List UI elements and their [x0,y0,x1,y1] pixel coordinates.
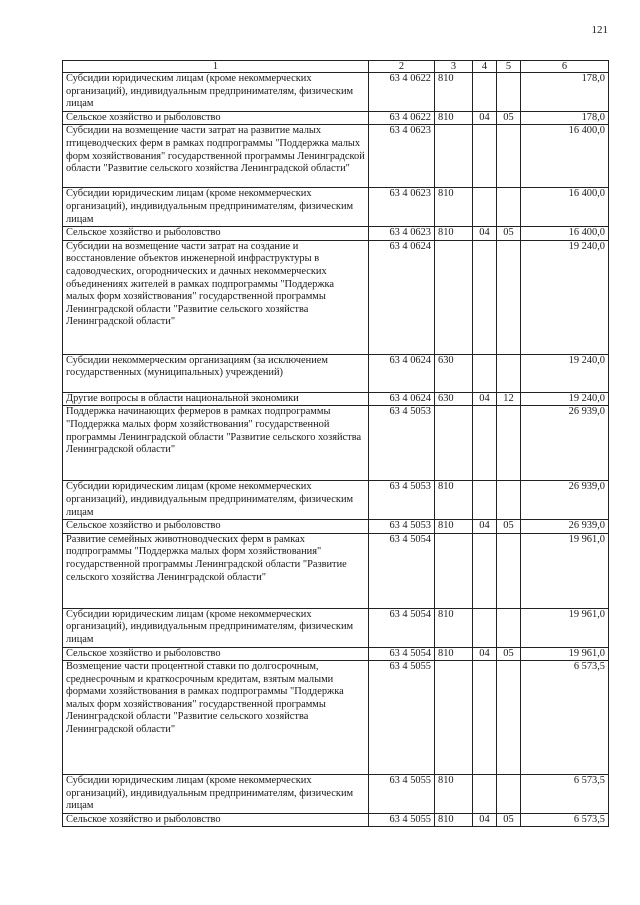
row-name: Субсидии на возмещение части затрат на создание и восстановление объектов инженерной инфраструктуры в садоводческих, огороднических и дачных некоммерческих объединениях жителей в рамках подпрограммы "Поддержка малых форм хозяйствования" государственной программы Ленинградской области "Развитие сельского хозяйства Ленинградской области" [63,240,369,354]
row-code: 63 4 5053 [369,406,435,481]
table-row [63,227,609,241]
col-header-pr: 5 [497,61,521,73]
page-number: 121 [591,24,608,36]
row-pr [497,775,521,814]
row-sum: 16 400,0 [521,125,609,188]
row-name: Субсидии некоммерческим организациям (за исключением государственных (муниципальных) учреждений) [63,354,369,392]
row-pr [497,240,521,354]
row-sum: 16 400,0 [521,227,609,241]
row-sum: 178,0 [521,73,609,112]
row-vr: 810 [435,647,473,661]
table-row [63,533,609,608]
row-code: 63 4 5055 [369,775,435,814]
row-name: Субсидии юридическим лицам (кроме некоммерческих организаций), индивидуальным предпринимателям, физическим лицам [63,481,369,520]
row-rz [473,533,497,608]
row-code: 63 4 5055 [369,661,435,775]
row-name: Сельское хозяйство и рыболовство [63,227,369,241]
table-row [63,125,609,188]
row-sum: 19 961,0 [521,608,609,647]
row-vr: 810 [435,608,473,647]
row-sum: 19 961,0 [521,647,609,661]
row-vr [435,406,473,481]
row-sum: 26 939,0 [521,481,609,520]
row-rz: 04 [473,520,497,534]
row-code: 63 4 0623 [369,125,435,188]
row-name: Субсидии юридическим лицам (кроме некоммерческих организаций), индивидуальным предпринимателям, физическим лицам [63,775,369,814]
row-sum: 26 939,0 [521,520,609,534]
row-vr [435,533,473,608]
row-code: 63 4 0622 [369,73,435,112]
row-code: 63 4 5055 [369,813,435,827]
col-header-sum: 6 [521,61,609,73]
row-rz: 04 [473,392,497,406]
row-vr: 810 [435,227,473,241]
row-vr: 810 [435,73,473,112]
row-sum: 19 240,0 [521,240,609,354]
row-vr [435,240,473,354]
table-row [63,481,609,520]
table-row [63,392,609,406]
row-pr [497,533,521,608]
row-rz [473,608,497,647]
table-row [63,354,609,392]
row-code: 63 4 5054 [369,608,435,647]
table-row [63,73,609,112]
row-sum: 178,0 [521,111,609,125]
row-pr [497,73,521,112]
col-header-code: 2 [369,61,435,73]
row-name: Субсидии на возмещение части затрат на развитие малых птицеводческих ферм в рамках подпрограммы "Поддержка малых форм хозяйствования" государственной программы Ленинградской области "Развитие сельского хозяйства Ленинградской области" [63,125,369,188]
row-sum: 16 400,0 [521,188,609,227]
header-row [63,61,609,73]
row-name: Развитие семейных животноводческих ферм в рамках подпрограммы "Поддержка малых форм хозяйствования" государственной программы Ленинградской области "Развитие сельского хозяйства Ленинградской области" [63,533,369,608]
budget-table [62,60,609,827]
row-code: 63 4 0623 [369,188,435,227]
table-row [63,111,609,125]
col-header-rz: 4 [473,61,497,73]
row-code: 63 4 5053 [369,481,435,520]
row-vr: 810 [435,813,473,827]
row-pr [497,406,521,481]
row-name: Возмещение части процентной ставки по долгосрочным, среднесрочным и краткосрочным кредитам, взятым малыми формами хозяйствования в рамках подпрограммы "Поддержка малых форм хозяйствования" государственной программы Ленинградской области "Развитие сельского хозяйства Ленинградской области" [63,661,369,775]
row-code: 63 4 5054 [369,533,435,608]
row-rz [473,125,497,188]
row-code: 63 4 0623 [369,227,435,241]
row-sum: 19 240,0 [521,392,609,406]
row-vr [435,125,473,188]
row-rz: 04 [473,111,497,125]
row-vr: 630 [435,354,473,392]
row-vr: 630 [435,392,473,406]
row-name: Сельское хозяйство и рыболовство [63,647,369,661]
row-sum: 19 961,0 [521,533,609,608]
row-sum: 6 573,5 [521,813,609,827]
row-rz: 04 [473,813,497,827]
table-row [63,661,609,775]
row-rz: 04 [473,227,497,241]
row-name: Субсидии юридическим лицам (кроме некоммерческих организаций), индивидуальным предпринимателям, физическим лицам [63,73,369,112]
row-pr: 05 [497,647,521,661]
row-code: 63 4 0622 [369,111,435,125]
row-name: Поддержка начинающих фермеров в рамках подпрограммы "Поддержка малых форм хозяйствования" государственной программы Ленинградской области "Развитие сельского хозяйства Ленинградской области" [63,406,369,481]
row-vr: 810 [435,188,473,227]
table-row [63,240,609,354]
row-sum: 6 573,5 [521,661,609,775]
row-vr: 810 [435,775,473,814]
row-name: Сельское хозяйство и рыболовство [63,111,369,125]
row-code: 63 4 5053 [369,520,435,534]
row-rz [473,481,497,520]
row-pr: 12 [497,392,521,406]
row-pr: 05 [497,111,521,125]
row-vr: 810 [435,481,473,520]
row-pr [497,188,521,227]
row-rz [473,775,497,814]
row-vr: 810 [435,520,473,534]
row-pr: 05 [497,227,521,241]
row-sum: 6 573,5 [521,775,609,814]
col-header-vr: 3 [435,61,473,73]
table-row [63,775,609,814]
row-name: Сельское хозяйство и рыболовство [63,520,369,534]
row-vr [435,661,473,775]
row-pr [497,125,521,188]
table-row [63,813,609,827]
row-vr: 810 [435,111,473,125]
row-code: 63 4 0624 [369,392,435,406]
col-header-name: 1 [63,61,369,73]
row-pr [497,354,521,392]
row-sum: 26 939,0 [521,406,609,481]
table-row [63,188,609,227]
table-row [63,608,609,647]
row-code: 63 4 0624 [369,354,435,392]
row-code: 63 4 5054 [369,647,435,661]
row-rz [473,661,497,775]
row-pr [497,608,521,647]
row-pr: 05 [497,813,521,827]
row-sum: 19 240,0 [521,354,609,392]
row-name: Другие вопросы в области национальной экономики [63,392,369,406]
row-name: Субсидии юридическим лицам (кроме некоммерческих организаций), индивидуальным предпринимателям, физическим лицам [63,188,369,227]
row-rz [473,188,497,227]
row-rz [473,354,497,392]
row-pr: 05 [497,520,521,534]
row-rz [473,406,497,481]
row-name: Сельское хозяйство и рыболовство [63,813,369,827]
row-pr [497,661,521,775]
table-row [63,520,609,534]
table-row [63,406,609,481]
row-rz [473,240,497,354]
table-row [63,647,609,661]
row-name: Субсидии юридическим лицам (кроме некоммерческих организаций), индивидуальным предпринимателям, физическим лицам [63,608,369,647]
row-rz: 04 [473,647,497,661]
row-pr [497,481,521,520]
row-code: 63 4 0624 [369,240,435,354]
row-rz [473,73,497,112]
